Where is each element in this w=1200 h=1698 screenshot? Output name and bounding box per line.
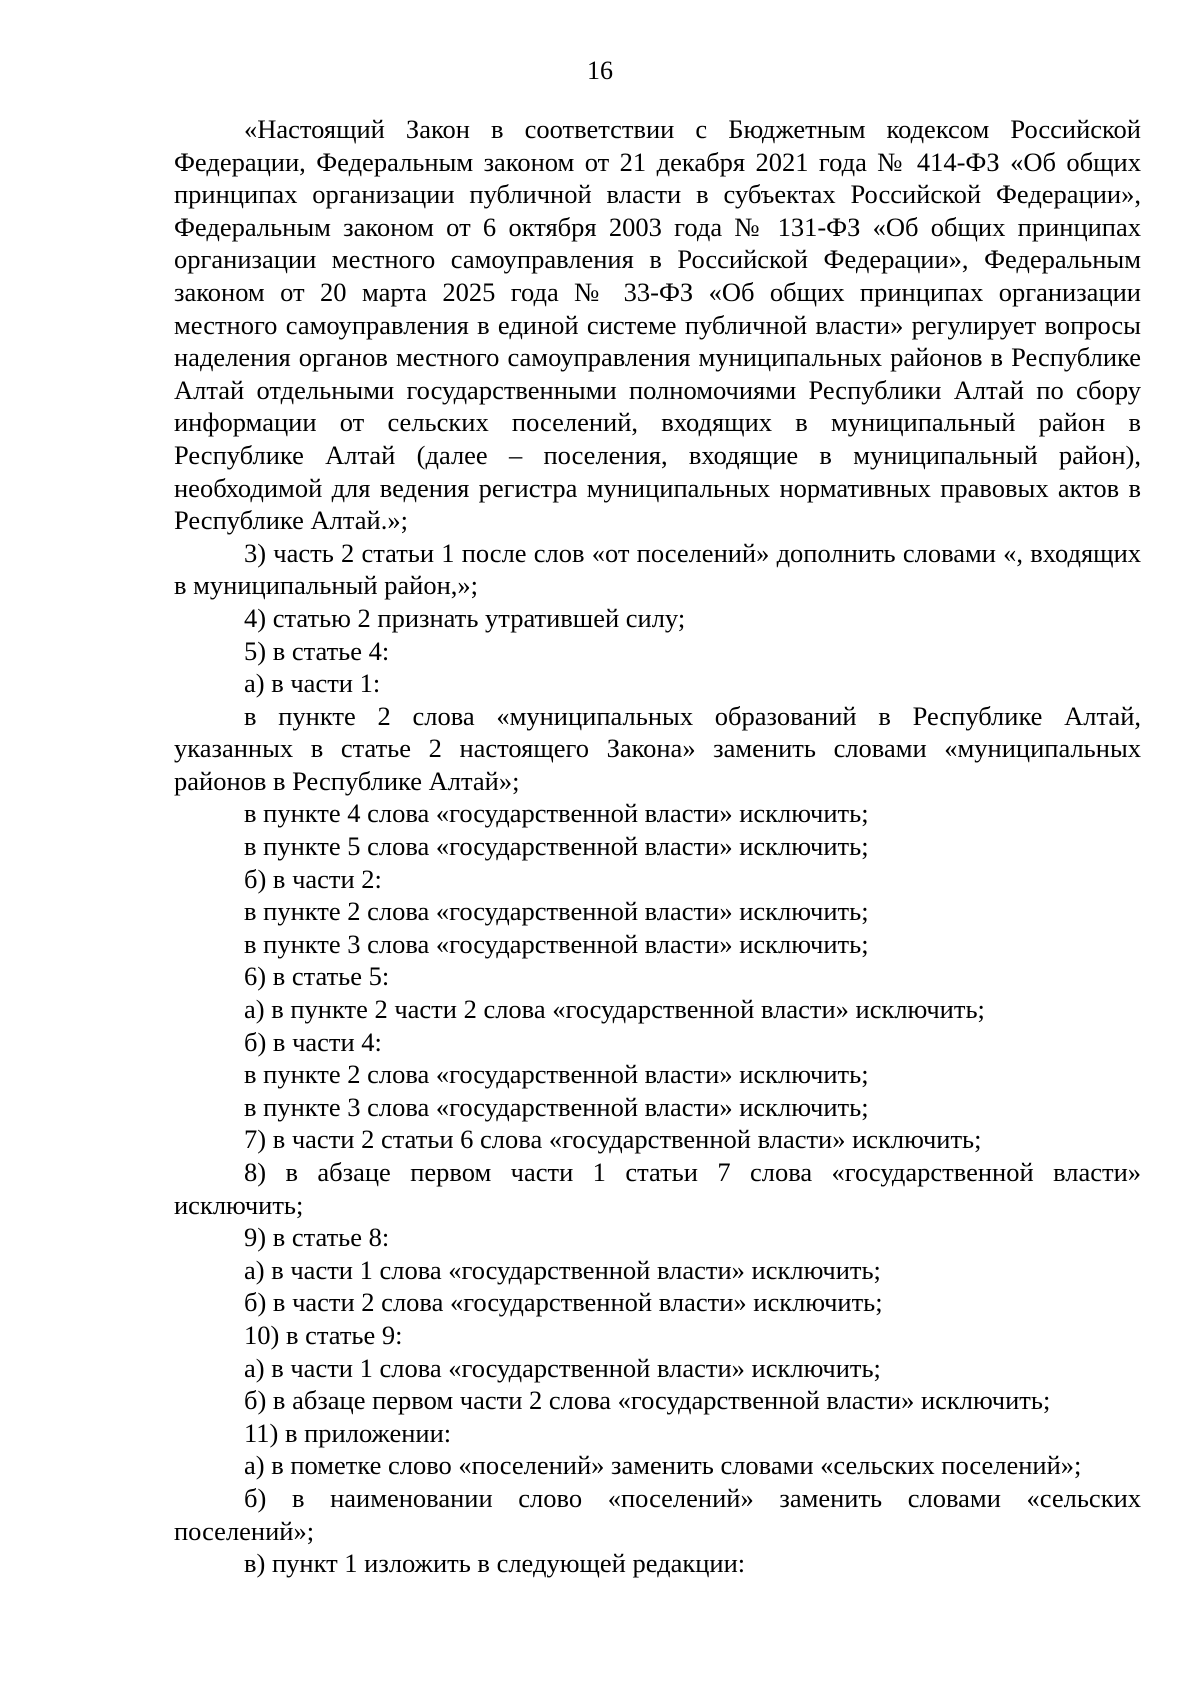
amendment-subitem: б) в абзаце первом части 2 слова «государственной власти» исключить; bbox=[244, 1385, 1051, 1416]
document-body bbox=[174, 113, 1141, 1580]
amendment-item-8: 8) в абзаце первом части 1 статьи 7 слова «государственной власти» исключить; bbox=[174, 1157, 1141, 1220]
amendment-subitem: в) пункт 1 изложить в следующей редакции: bbox=[244, 1548, 746, 1579]
amendment-item-10: 10) в статье 9: bbox=[244, 1319, 403, 1350]
amendment-item-6: 6) в статье 5: bbox=[244, 961, 390, 992]
amendment-line: в пункте 2 слова «государственной власти» исключить; bbox=[244, 1059, 869, 1090]
amendment-subitem: б) в части 4: bbox=[244, 1026, 382, 1057]
amendment-item-5: 5) в статье 4: bbox=[244, 635, 390, 666]
amendment-line: в пункте 2 слова «государственной власти» исключить; bbox=[244, 896, 869, 927]
amendment-line: в пункте 3 слова «государственной власти» исключить; bbox=[244, 1091, 869, 1122]
page-number: 16 bbox=[587, 56, 613, 85]
law-scope-paragraph: «Настоящий Закон в соответствии с Бюджетным кодексом Российской Федерации, Федеральным законом от 21 декабря 2021 года № 414-ФЗ «Об общих принципах организации публичной власти в субъектах Российской Федерации», Федеральным законом от 6 октября 2003 года № 131-ФЗ «Об общих принципах организации местного самоуправления в Российской Федерации», Федеральным законом от 20 марта 2025 года № 33-ФЗ «Об общих принципах организации местного самоуправления в единой системе публичной власти» регулирует вопросы наделения органов местного самоуправления муниципальных районов в Республике Алтай отдельными государственными полномочиями Республики Алтай по сбору информации от сельских поселений, входящих в муниципальный район в Республике Алтай (далее – поселения, входящие в муниципальный район), необходимой для ведения регистра муниципальных нормативных правовых актов в Республике Алтай.»; bbox=[174, 114, 1141, 536]
amendment-subitem: а) в пункте 2 части 2 слова «государственной власти» исключить; bbox=[244, 994, 985, 1025]
amendment-subitem: а) в пометке слово «поселений» заменить словами «сельских поселений»; bbox=[244, 1450, 1082, 1481]
amendment-line: в пункте 4 слова «государственной власти» исключить; bbox=[244, 798, 869, 829]
amendment-line: в пункте 3 слова «государственной власти» исключить; bbox=[244, 928, 869, 959]
amendment-item-3: 3) часть 2 статьи 1 после слов «от поселений» дополнить словами «, входящих в муниципальный район,»; bbox=[174, 537, 1141, 601]
amendment-line: в пункте 5 слова «государственной власти» исключить; bbox=[244, 831, 869, 862]
amendment-subitem: а) в части 1 слова «государственной власти» исключить; bbox=[244, 1254, 881, 1285]
amendment-line: в пункте 2 слова «муниципальных образований в Республике Алтай, указанных в статье 2 настоящего Закона» заменить словами «муниципальных районов в Республике Алтай»; bbox=[174, 700, 1141, 796]
amendment-subitem: а) в части 1 слова «государственной власти» исключить; bbox=[244, 1352, 881, 1383]
amendment-subitem: б) в части 2 слова «государственной власти» исключить; bbox=[244, 1287, 883, 1318]
amendment-item-7: 7) в части 2 статьи 6 слова «государственной власти» исключить; bbox=[244, 1124, 982, 1155]
amendment-subitem: б) в части 2: bbox=[244, 863, 382, 894]
amendment-item-11: 11) в приложении: bbox=[244, 1417, 452, 1448]
amendment-subitem: б) в наименовании слово «поселений» заменить словами «сельских поселений»; bbox=[174, 1482, 1141, 1546]
amendment-subitem: а) в части 1: bbox=[244, 668, 381, 699]
amendment-item-9: 9) в статье 8: bbox=[244, 1222, 390, 1253]
amendment-item-4: 4) статью 2 признать утратившей силу; bbox=[244, 602, 686, 633]
